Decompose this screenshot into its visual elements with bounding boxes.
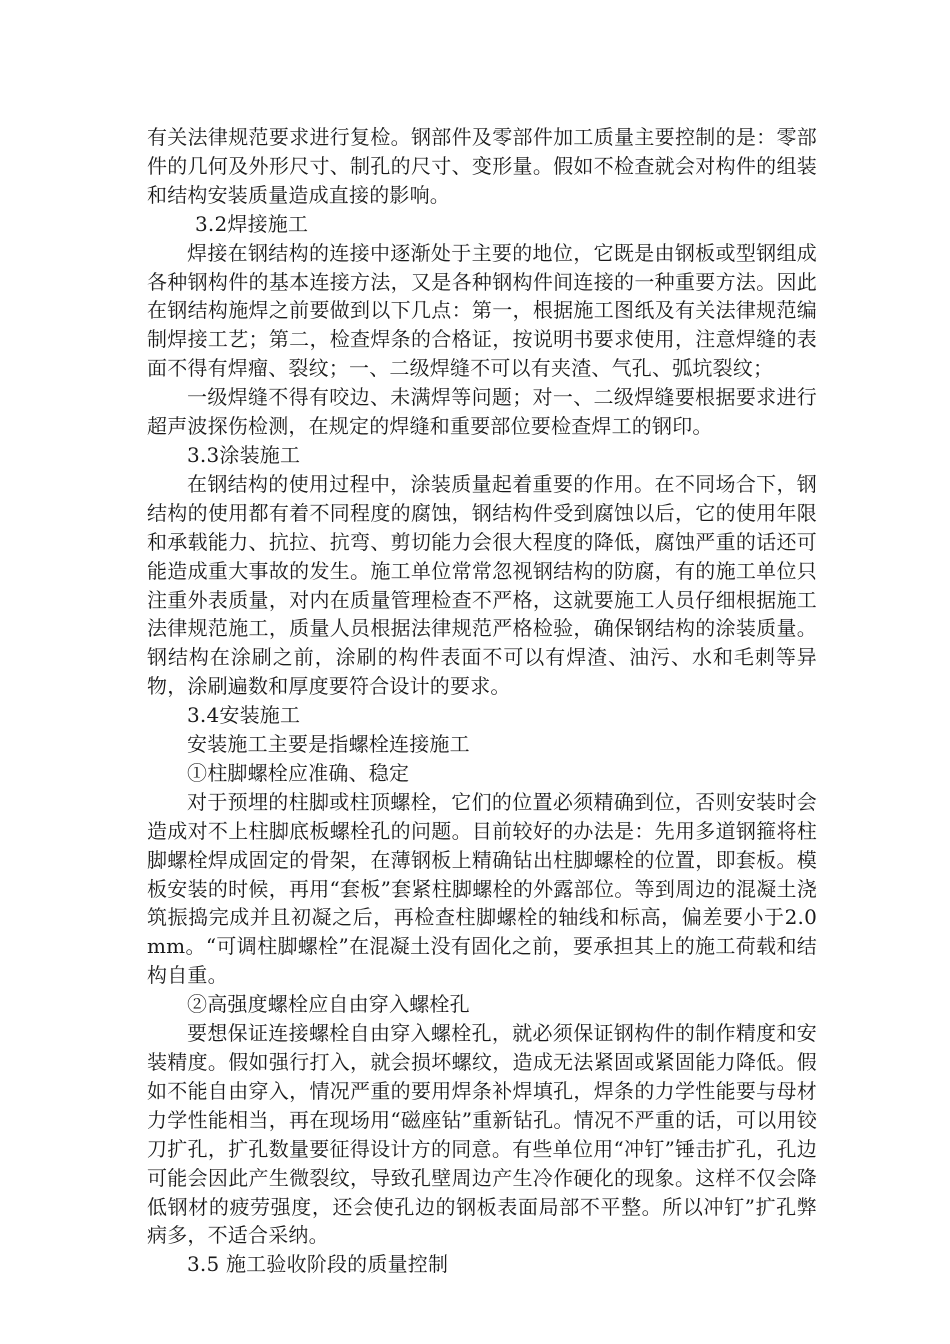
text-bolt-connection: 安装施工主要是指螺栓连接施工 — [187, 732, 470, 757]
heading-installation: 3.4安装施工 — [187, 703, 301, 728]
heading-high-strength-bolts: ②高强度螺栓应自由穿入螺栓孔 — [187, 992, 470, 1017]
paragraph-high-strength-bolts: 要想保证连接螺栓自由穿入螺栓孔，就必须保证钢构件的制作精度和安装精度。假如强行打入，就会损坏螺纹，造成无法紧固或紧固能力降低。假如不能自由穿入，情况严重的要用焊条补焊填孔，焊条的力学性能要与母材力学性能相当，再在现场用“磁座钻”重新钻孔。情况不严重的话，可以用铰刀扩孔，扩孔数量要征得设计方的同意。有些单位用“冲钉”锤击扩孔，孔边可能会因此产生微裂纹，导致孔壁周边产生冷作硬化的现象。这样不仅会降低钢材的疲劳强度，还会使孔边的钢板表面局部不平整。所以冲钉”扩孔弊病多，不适合采纳。 — [147, 1021, 817, 1248]
paragraph-welding-grade: 一级焊缝不得有咬边、未满焊等问题；对一、二级焊缝要根据要求进行超声波探伤检测，在规定的焊缝和重要部位要检查焊工的钢印。 — [147, 385, 817, 439]
heading-coating: 3.3涂装施工 — [187, 442, 301, 467]
heading-acceptance-stage: 3.5 施工验收阶段的质量控制 — [187, 1252, 449, 1277]
paragraph-welding-intro: 焊接在钢结构的连接中逐渐处于主要的地位，它既是由钢板或型钢组成各种钢构件的基本连接方法，又是各种钢构件间连接的一种重要方法。因此在钢结构施焊之前要做到以下几点：第一，根据施工图纸及有关法律规范编制焊接工艺；第二，检查焊条的合格证，按说明书要求使用，注意焊缝的表面不得有焊瘤、裂纹；一、二级焊缝不可以有夹渣、气孔、弧坑裂纹； — [147, 240, 817, 381]
heading-welding: 3.2焊接施工 — [195, 211, 309, 236]
paragraph-inspection: 有关法律规范要求进行复检。钢部件及零部件加工质量主要控制的是：零部件的几何及外形尺寸、制孔的尺寸、变形量。假如不检查就会对构件的组装和结构安装质量造成直接的影响。 — [147, 125, 817, 207]
document-body — [147, 123, 817, 1279]
heading-anchor-bolts: ①柱脚螺栓应准确、稳定 — [187, 760, 410, 785]
paragraph-coating: 在钢结构的使用过程中，涂装质量起着重要的作用。在不同场合下，钢结构的使用都有着不同程度的腐蚀，钢结构件受到腐蚀以后，它的使用年限和承载能力、抗拉、抗弯、剪切能力会很大程度的降低，腐蚀严重的话还可能造成重大事故的发生。施工单位常常忽视钢结构的防腐，有的施工单位只注重外表质量，对内在质量管理检查不严格，这就要施工人员仔细根据施工法律规范施工，质量人员根据法律规范严格检验，确保钢结构的涂装质量。钢结构在涂刷之前，涂刷的构件表面不可以有焊渣、油污、水和毛刺等异物，涂刷遍数和厚度要符合设计的要求。 — [147, 471, 817, 699]
paragraph-anchor-bolts: 对于预埋的柱脚或柱顶螺栓，它们的位置必须精确到位，否则安装时会造成对不上柱脚底板螺栓孔的问题。目前较好的办法是：先用多道钢箍将柱脚螺栓焊成固定的骨架，在薄钢板上精确钻出柱脚螺栓的位置，即套板。模板安装的时候，再用“套板”套紧柱脚螺栓的外露部位。等到周边的混凝土浇筑振捣完成并且初凝之后，再检查柱脚螺栓的轴线和标高，偏差要小于2.0mm。“可调柱脚螺栓”在混凝土没有固化之前，要承担其上的施工荷载和结构自重。 — [147, 789, 817, 988]
